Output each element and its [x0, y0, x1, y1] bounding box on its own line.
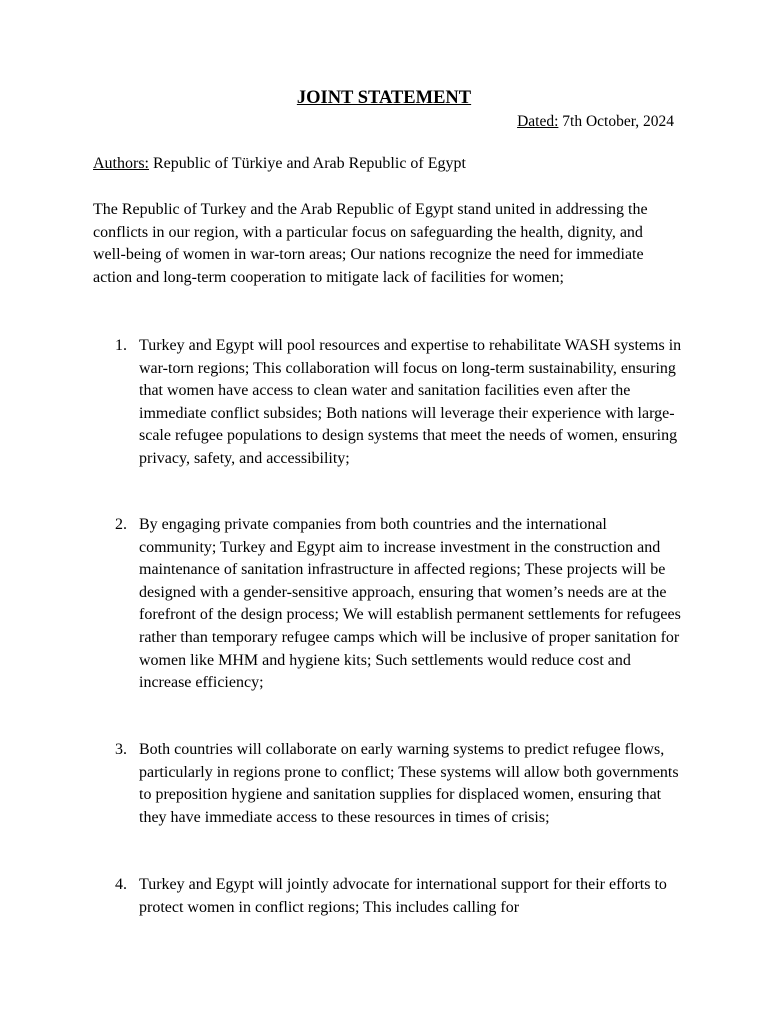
list-item-number: 1.	[115, 337, 127, 354]
list-item-text: Turkey and Egypt will pool resources and expertise to rehabilitate WASH systems in war-torn regions; This collaboration will focus on long-term sustainability, ensuring that women have access to clean water and sanitation facilities even after the immediate conflict subsides; Both nations will leverage their experience with large-scale refugee populations to design systems that meet the needs of women, ensuring privacy, safety, and accessibility;	[139, 337, 682, 467]
authors-line	[93, 155, 466, 173]
list-item-number: 4.	[115, 876, 127, 893]
list-item-text: Both countries will collaborate on early warning systems to predict refugee flows, particularly in regions prone to conflict; These systems will allow both governments to preposition hygiene and sanitation supplies for displaced women, ensuring that they have immediate access to these resources in times of crisis;	[139, 741, 679, 826]
dated-line	[517, 113, 674, 131]
authors-value: Republic of Türkiye and Arab Republic of Egypt	[149, 155, 466, 172]
list-item-text: By engaging private companies from both countries and the international community; Turkey and Egypt aim to increase investment in the construction and maintenance of sanitation infrastructure in affected regions; These projects will be designed with a gender-sensitive approach, ensuring that women’s needs are at the forefront of the design process; We will establish permanent settlements for refugees rather than temporary refugee camps which will be inclusive of proper sanitation for women like MHM and hygiene kits; Such settlements would reduce cost and increase efficiency;	[139, 516, 681, 692]
list-item	[93, 335, 685, 471]
list-item-number: 3.	[115, 741, 127, 758]
intro-paragraph: The Republic of Turkey and the Arab Republic of Egypt stand united in addressing the conflicts in our region, with a particular focus on safeguarding the health, dignity, and well-being of women in war-torn areas; Our nations recognize the need for immediate action and long-term cooperation to mitigate lack of facilities for women;	[93, 201, 648, 286]
list-item	[93, 514, 685, 695]
authors-label: Authors:	[93, 155, 149, 172]
list-item	[93, 739, 685, 829]
list-item	[93, 874, 685, 919]
list-item-text: Turkey and Egypt will jointly advocate for international support for their efforts to protect women in conflict regions; This includes calling for	[139, 876, 667, 916]
list-item-number: 2.	[115, 516, 127, 533]
document-title: JOINT STATEMENT	[296, 88, 472, 108]
dated-value: 7th October, 2024	[558, 113, 674, 130]
dated-label: Dated:	[517, 113, 559, 130]
